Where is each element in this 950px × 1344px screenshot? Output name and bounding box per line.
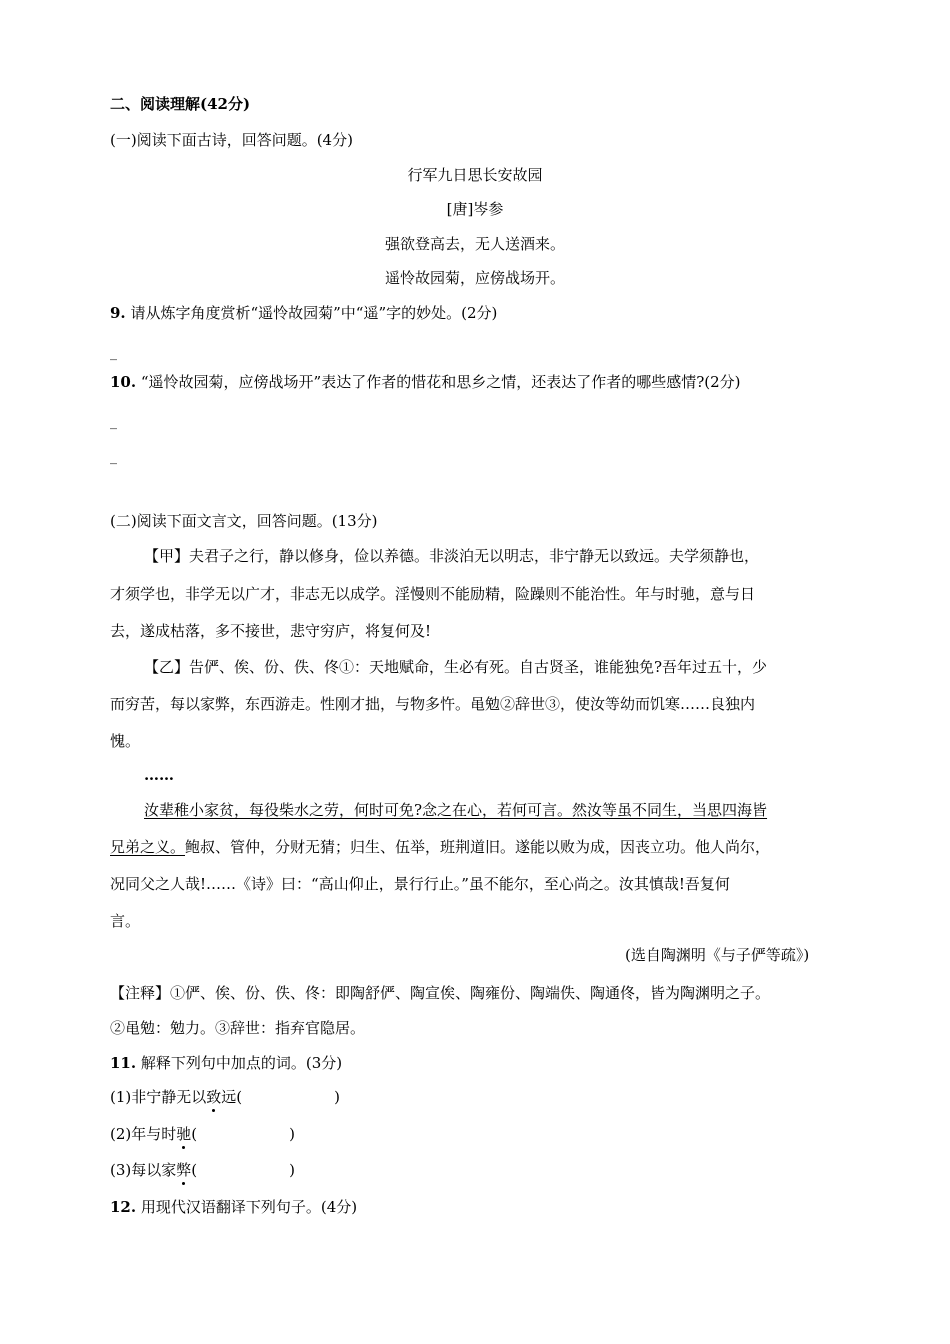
- item-2-open: (: [191, 1125, 198, 1143]
- passage-ellipsis: ……: [144, 766, 174, 784]
- passage-yi2-line-2: [110, 837, 770, 857]
- passage-jia-line-1: 【甲】夫君子之行，静以修身，俭以养德。非淡泊无以明志，非宁静无以致远。夫学须静也，: [144, 547, 760, 565]
- passage-jia-line-3: 去，遂成枯落，多不接世，悲守穷庐，将复何及!: [110, 622, 432, 640]
- item-1-open: 远(: [221, 1088, 243, 1106]
- question-12: [110, 1197, 357, 1217]
- question-11-number: 11.: [110, 1054, 137, 1072]
- item-2-close: ): [289, 1125, 295, 1143]
- passage-yi2-line-4: 言。: [110, 912, 141, 930]
- question-9-text: 请从炼字角度赏析“遥怜故园菊”中“遥”字的妙处。(2分): [125, 304, 498, 322]
- passage-yi-line-2: 而穷苦，每以家弊，东西游走。性刚才拙，与物多忤。黾勉②辞世③，使汝等幼而饥寒……良独内: [110, 695, 756, 713]
- part1-intro: (一)阅读下面古诗，回答问题。(4分): [110, 131, 353, 149]
- dotted-word-2: 驰: [176, 1125, 192, 1143]
- question-9: [110, 303, 497, 323]
- underlined-phrase: 兄弟之义。: [110, 838, 186, 856]
- item-1-close: ): [334, 1088, 340, 1106]
- passage-source: (选自陶渊明《与子俨等疏》): [625, 946, 810, 964]
- question-10-text: “遥怜故园菊，应傍战场开”表达了作者的惜花和思乡之情，还表达了作者的哪些感情?(2分): [136, 373, 741, 391]
- part2-intro: (二)阅读下面文言文，回答问题。(13分): [110, 512, 378, 530]
- passage-yi2-line-2-rest: 鲍叔、管仲，分财无猜；归生、伍举，班荆道旧。遂能以败为成，因丧立功。他人尚尔，: [185, 838, 771, 856]
- question-11-item-1: [110, 1087, 340, 1107]
- item-2-prefix: (2)年与时: [110, 1125, 177, 1143]
- question-11-item-2: [110, 1124, 295, 1144]
- dotted-word-3: 弊: [176, 1161, 192, 1179]
- question-9-number: 9.: [110, 304, 126, 322]
- question-12-text: 用现代汉语翻译下列句子。(4分): [136, 1198, 358, 1216]
- passage-yi2-line-3: 况同父之人哉!……《诗》曰：“高山仰止，景行行止。”虽不能尔，至心尚之。汝其慎哉!吾复何: [110, 875, 730, 893]
- answer-line-10b[interactable]: _: [110, 449, 117, 465]
- item-3-close: ): [289, 1161, 295, 1179]
- question-10-number: 10.: [110, 373, 137, 391]
- question-12-number: 12.: [110, 1198, 137, 1216]
- poem-line-1: 强欲登高去，无人送酒来。: [384, 235, 565, 253]
- dotted-word-1: 致: [206, 1088, 222, 1106]
- question-11-item-3: [110, 1160, 295, 1180]
- poem-line-2: 遥怜故园菊，应傍战场开。: [384, 269, 565, 287]
- annotation-line-2: ②黾勉：勉力。③辞世：指弃官隐居。: [110, 1019, 366, 1037]
- passage-yi2-line-1: 汝辈稚小家贫，每役柴水之劳，何时可免?念之在心，若何可言。然汝等虽不同生，当思四海皆: [144, 801, 768, 819]
- answer-line-9[interactable]: _: [110, 345, 117, 361]
- passage-yi-line-3: 愧。: [110, 732, 141, 750]
- item-3-open: (: [191, 1161, 198, 1179]
- question-11: [110, 1053, 342, 1073]
- passage-yi-line-1: 【乙】告俨、俟、份、佚、佟①：天地赋命，生必有死。自古贤圣，谁能独免?吾年过五十，少: [144, 658, 768, 676]
- passage-jia-line-2: 才须学也，非学无以广才，非志无以成学。淫慢则不能励精，险躁则不能治性。年与时驰，意与日: [110, 585, 756, 603]
- item-1-prefix: (1)非宁静无以: [110, 1088, 207, 1106]
- poem-author: [唐]岑参: [446, 200, 504, 218]
- section-title: 二、阅读理解(42分): [110, 95, 251, 113]
- question-11-text: 解释下列句中加点的词。(3分): [136, 1054, 343, 1072]
- item-3-prefix: (3)每以家: [110, 1161, 177, 1179]
- answer-line-10a[interactable]: _: [110, 414, 117, 430]
- question-10: [110, 372, 741, 392]
- annotation-line-1: 【注释】①俨、俟、份、佚、佟：即陶舒俨、陶宣俟、陶雍份、陶端佚、陶通佟，皆为陶渊明之子。: [110, 984, 771, 1002]
- poem-title: 行军九日思长安故园: [407, 166, 543, 184]
